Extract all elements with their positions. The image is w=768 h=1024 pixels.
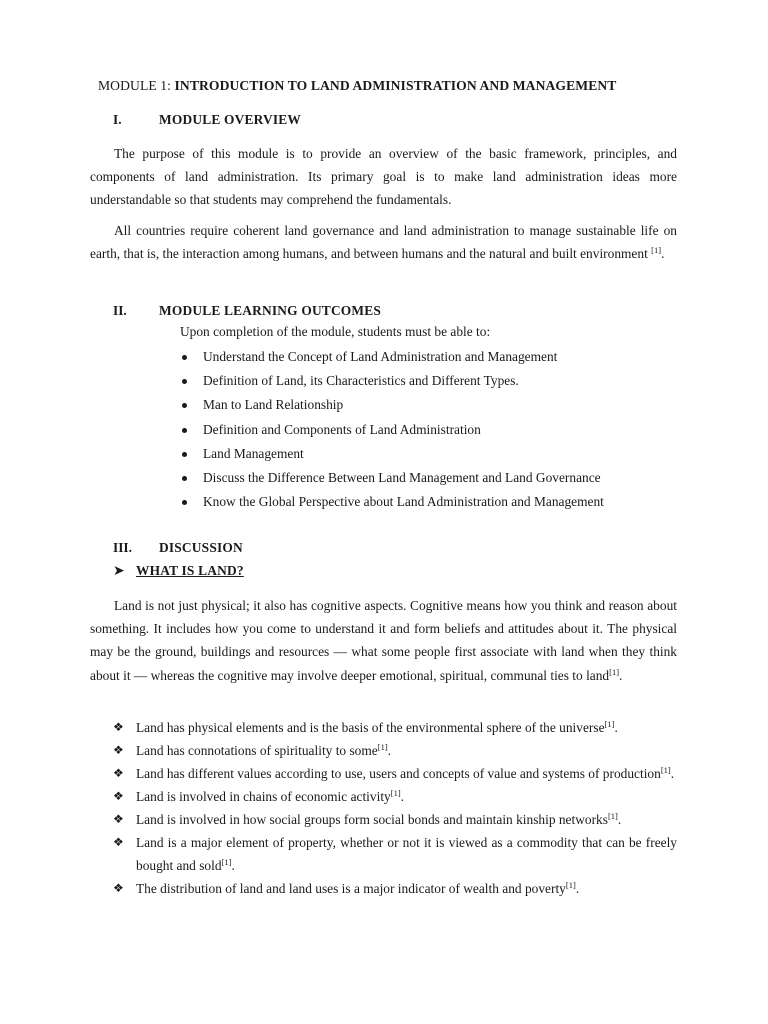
overview-paragraph-2: All countries require coherent land governance and land administration to manage sustainable life on earth, that is, the interaction among humans, and between humans and the natural and built environment [1]. — [90, 223, 677, 262]
bullet-icon — [182, 476, 187, 481]
list-item: Definition and Components of Land Administration — [180, 418, 604, 442]
diamond-bullet-icon: ❖ — [113, 766, 124, 780]
section-1-number: I. — [113, 112, 122, 127]
diamond-bullet-icon: ❖ — [113, 835, 124, 849]
list-item: Definition of Land, its Characteristics and Different Types. — [180, 369, 604, 393]
subheading-what-is-land: WHAT IS LAND? — [136, 563, 244, 578]
list-item: ❖ Land has connotations of spirituality to some[1]. — [113, 739, 677, 762]
section-2-title: MODULE LEARNING OUTCOMES — [159, 303, 382, 318]
list-item: Understand the Concept of Land Administration and Management — [180, 345, 604, 369]
bullet-icon — [182, 500, 187, 505]
module-title — [98, 78, 616, 94]
citation-ref: [1] — [651, 245, 662, 256]
section-3-number: III. — [113, 540, 132, 555]
diamond-bullet-icon: ❖ — [113, 812, 124, 826]
discussion-paragraph: Land is not just physical; it also has cognitive aspects. Cognitive means how you think and reason about something. It includes how you come to understand it and form beliefs and attitudes about it. The physical may be the ground, buildings and resources — what some people first associate with land when they think about it — whereas the cognitive may involve deeper emotional, spiritual, communal ties to land[1]. — [90, 598, 677, 683]
list-item: ❖ Land has different values according to use, users and concepts of value and systems of production[1]. — [113, 762, 677, 785]
list-item: ❖ Land has physical elements and is the basis of the environmental sphere of the universe[1]. — [113, 716, 677, 739]
diamond-bullet-icon: ❖ — [113, 881, 124, 895]
diamond-bullet-icon: ❖ — [113, 743, 124, 757]
learning-outcomes-list — [180, 345, 604, 514]
module-title-prefix: MODULE 1: — [98, 78, 175, 93]
outcomes-intro: Upon completion of the module, students must be able to: — [180, 324, 491, 339]
list-item: Land Management — [180, 442, 604, 466]
list-item: Know the Global Perspective about Land Administration and Management — [180, 490, 604, 514]
bullet-icon — [182, 428, 187, 433]
diamond-bullet-icon: ❖ — [113, 789, 124, 803]
citation-ref: [1] — [609, 666, 620, 677]
list-item: Discuss the Difference Between Land Management and Land Governance — [180, 466, 604, 490]
list-item: Man to Land Relationship — [180, 393, 604, 417]
land-characteristics-list — [113, 716, 677, 900]
list-item: ❖ Land is involved in how social groups form social bonds and maintain kinship networks[1]. — [113, 808, 677, 831]
diamond-bullet-icon: ❖ — [113, 720, 124, 734]
module-title-main: INTRODUCTION TO LAND ADMINISTRATION AND MANAGEMENT — [174, 78, 617, 93]
list-item: ❖ The distribution of land and land uses is a major indicator of wealth and poverty[1]. — [113, 877, 677, 900]
bullet-icon — [182, 379, 187, 384]
overview-paragraph-1: The purpose of this module is to provide an overview of the basic framework, principles, and components of land administration. Its primary goal is to make land administration ideas more understandable so that students may comprehend the fundamentals. — [90, 146, 677, 208]
list-item: ❖ Land is involved in chains of economic activity[1]. — [113, 785, 677, 808]
section-3-title: DISCUSSION — [159, 540, 243, 555]
bullet-icon — [182, 403, 187, 408]
section-1-title: MODULE OVERVIEW — [159, 112, 302, 127]
bullet-icon — [182, 452, 187, 457]
arrow-bullet-icon: ➤ — [113, 564, 125, 579]
bullet-icon — [182, 355, 187, 360]
list-item: ❖ Land is a major element of property, whether or not it is viewed as a commodity that can be freely bought and sold[1]. — [113, 831, 677, 877]
section-2-number: II. — [113, 303, 127, 318]
